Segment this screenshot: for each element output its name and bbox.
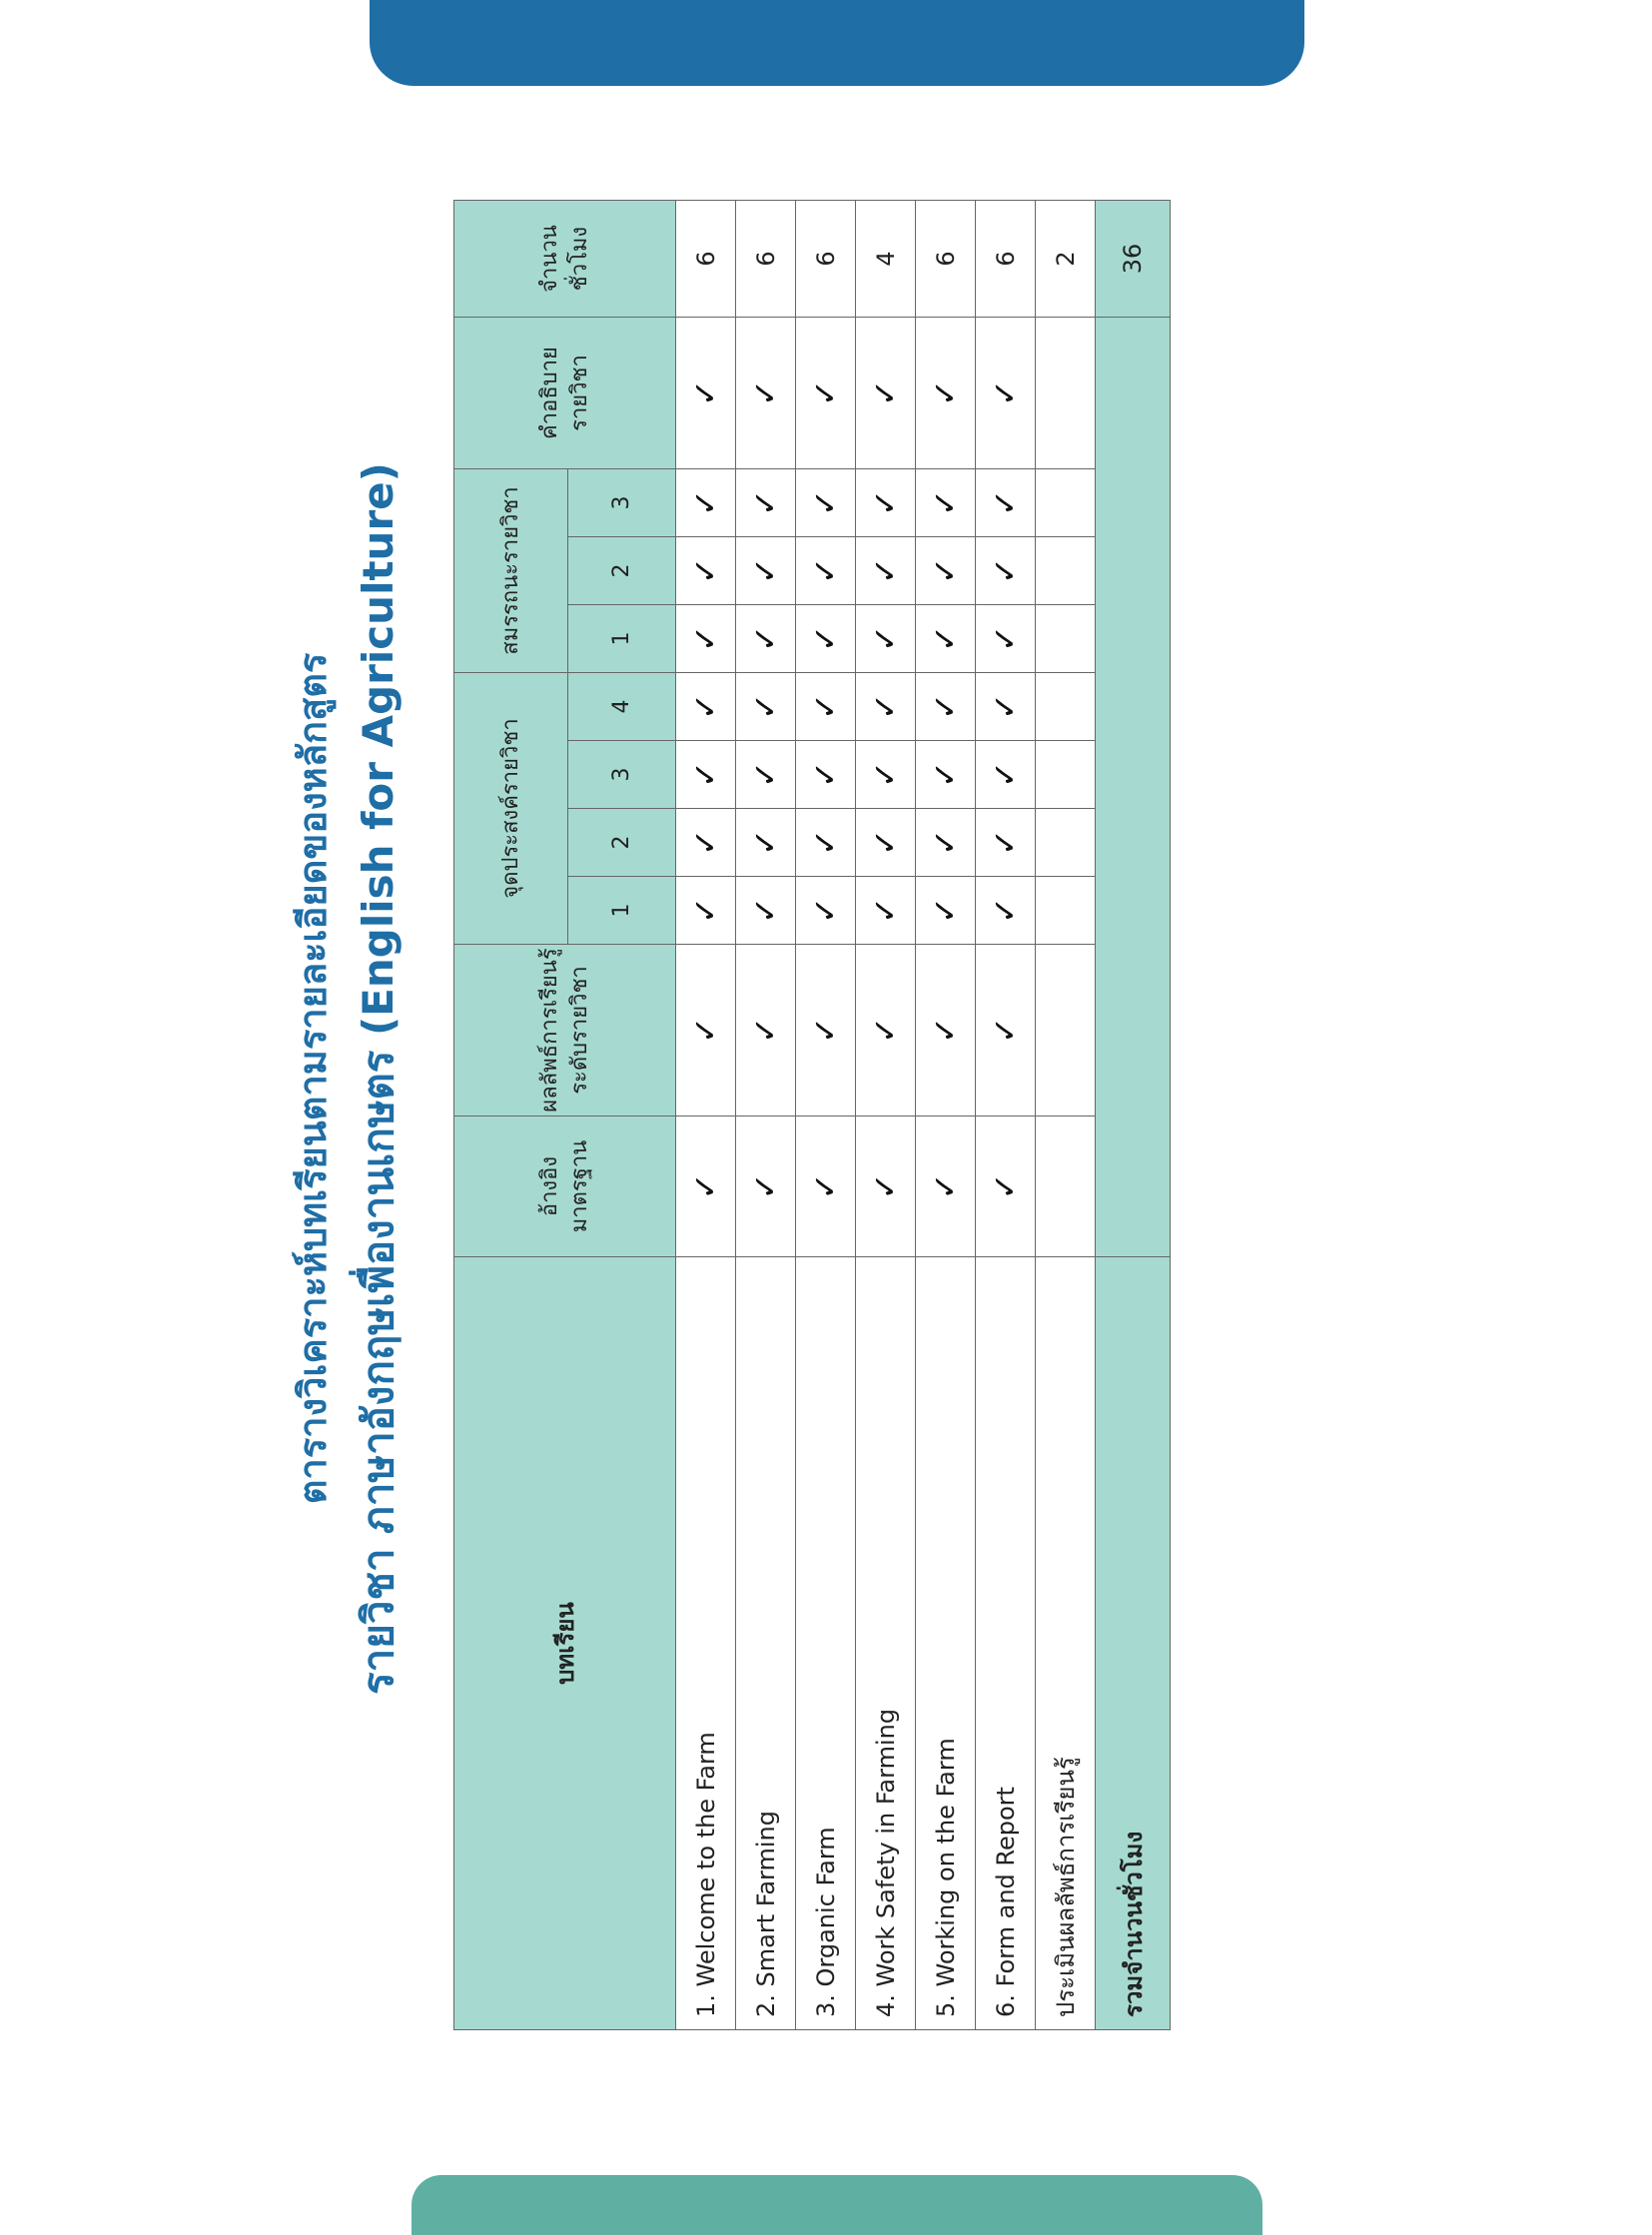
check-icon: ✓ xyxy=(746,379,784,406)
table-row xyxy=(916,201,976,2030)
check-icon: ✓ xyxy=(746,761,784,788)
empty-cell xyxy=(1036,318,1096,469)
check-icon: ✓ xyxy=(866,761,904,788)
check-cell xyxy=(796,537,856,605)
hours-cell: 6 xyxy=(676,201,736,318)
check-icon: ✓ xyxy=(746,693,784,720)
check-icon: ✓ xyxy=(806,829,844,856)
check-icon: ✓ xyxy=(746,625,784,652)
check-icon: ✓ xyxy=(686,897,724,924)
check-cell xyxy=(916,809,976,877)
check-icon: ✓ xyxy=(866,489,904,516)
check-icon: ✓ xyxy=(986,1172,1024,1200)
check-cell xyxy=(676,877,736,945)
check-cell xyxy=(736,1117,796,1257)
header-hours: จำนวน ชั่วโมง xyxy=(454,201,676,318)
check-icon: ✓ xyxy=(686,1017,724,1044)
check-cell xyxy=(676,809,736,877)
check-cell xyxy=(916,469,976,537)
check-icon: ✓ xyxy=(806,1172,844,1200)
check-cell xyxy=(676,318,736,469)
check-icon: ✓ xyxy=(746,557,784,584)
empty-cell xyxy=(1036,1117,1096,1257)
table-row xyxy=(976,201,1036,2030)
check-cell xyxy=(916,605,976,673)
check-icon: ✓ xyxy=(866,557,904,584)
check-icon: ✓ xyxy=(686,693,724,720)
header-description: คำอธิบายรายวิชา xyxy=(454,318,676,469)
check-icon: ✓ xyxy=(866,1172,904,1200)
hours-cell: 6 xyxy=(796,201,856,318)
lesson-cell: 6. Form and Report xyxy=(976,1257,1036,2030)
check-cell xyxy=(976,605,1036,673)
check-icon: ✓ xyxy=(686,379,724,406)
check-icon: ✓ xyxy=(986,761,1024,788)
empty-cell xyxy=(1036,877,1096,945)
header-lesson: บทเรียน xyxy=(454,1257,676,2030)
check-icon: ✓ xyxy=(746,829,784,856)
empty-cell xyxy=(1036,605,1096,673)
check-cell xyxy=(736,877,796,945)
check-icon: ✓ xyxy=(746,1172,784,1200)
check-icon: ✓ xyxy=(686,625,724,652)
check-cell xyxy=(976,1117,1036,1257)
check-cell xyxy=(976,318,1036,469)
total-hours: 36 xyxy=(1096,201,1171,318)
total-label: รวมจำนวนชั่วโมง xyxy=(1096,1257,1171,2030)
empty-cell xyxy=(1036,673,1096,741)
table-row xyxy=(796,201,856,2030)
check-icon: ✓ xyxy=(806,1017,844,1044)
check-cell xyxy=(736,469,796,537)
check-icon: ✓ xyxy=(866,625,904,652)
assessment-row xyxy=(1036,201,1096,2030)
lesson-cell: 3. Organic Farm xyxy=(796,1257,856,2030)
check-icon: ✓ xyxy=(686,1172,724,1200)
rotated-page-content xyxy=(280,120,1478,2037)
check-cell xyxy=(976,469,1036,537)
check-icon: ✓ xyxy=(866,693,904,720)
bottom-decorative-tab xyxy=(412,2175,1262,2235)
hours-cell: 6 xyxy=(736,201,796,318)
check-icon: ✓ xyxy=(746,489,784,516)
check-cell xyxy=(856,673,916,741)
check-cell xyxy=(856,605,916,673)
check-cell xyxy=(976,673,1036,741)
hours-cell: 6 xyxy=(976,201,1036,318)
check-cell xyxy=(856,469,916,537)
check-cell xyxy=(916,537,976,605)
competency-number: 2 xyxy=(568,537,676,605)
check-icon: ✓ xyxy=(806,897,844,924)
lesson-cell: 4. Work Safety in Farming xyxy=(856,1257,916,2030)
empty-cell xyxy=(1036,537,1096,605)
table-row xyxy=(676,201,736,2030)
page-subtitle: รายวิชา ภาษาอังกฤษเพื่องานเกษตร (English for Agriculture) xyxy=(354,462,403,1695)
check-cell xyxy=(916,1117,976,1257)
check-icon: ✓ xyxy=(806,625,844,652)
check-icon: ✓ xyxy=(806,761,844,788)
check-icon: ✓ xyxy=(926,829,964,856)
check-cell xyxy=(976,945,1036,1117)
check-cell xyxy=(916,945,976,1117)
check-icon: ✓ xyxy=(686,829,724,856)
check-cell xyxy=(796,877,856,945)
check-icon: ✓ xyxy=(986,1017,1024,1044)
check-cell xyxy=(916,741,976,809)
check-cell xyxy=(676,537,736,605)
empty-cell xyxy=(1036,469,1096,537)
check-cell xyxy=(796,605,856,673)
check-cell xyxy=(796,945,856,1117)
check-icon: ✓ xyxy=(746,897,784,924)
check-cell xyxy=(976,877,1036,945)
total-row xyxy=(1096,201,1171,2030)
check-icon: ✓ xyxy=(926,761,964,788)
check-icon: ✓ xyxy=(926,1172,964,1200)
check-icon: ✓ xyxy=(866,379,904,406)
check-cell xyxy=(736,741,796,809)
check-icon: ✓ xyxy=(686,557,724,584)
check-icon: ✓ xyxy=(986,625,1024,652)
competency-number: 3 xyxy=(568,469,676,537)
objective-number: 2 xyxy=(568,809,676,877)
check-icon: ✓ xyxy=(926,489,964,516)
check-cell xyxy=(916,318,976,469)
check-cell xyxy=(916,877,976,945)
total-spacer xyxy=(1096,318,1171,1257)
hours-cell: 2 xyxy=(1036,201,1096,318)
check-icon: ✓ xyxy=(686,489,724,516)
check-cell xyxy=(736,605,796,673)
check-cell xyxy=(676,1117,736,1257)
check-cell xyxy=(796,809,856,877)
check-icon: ✓ xyxy=(986,829,1024,856)
check-cell xyxy=(976,537,1036,605)
top-decorative-tab xyxy=(370,0,1304,86)
hours-cell: 4 xyxy=(856,201,916,318)
check-cell xyxy=(976,809,1036,877)
check-icon: ✓ xyxy=(806,557,844,584)
check-icon: ✓ xyxy=(926,379,964,406)
check-icon: ✓ xyxy=(806,489,844,516)
lesson-cell: 5. Working on the Farm xyxy=(916,1257,976,2030)
empty-cell xyxy=(1036,809,1096,877)
check-icon: ✓ xyxy=(926,1017,964,1044)
check-icon: ✓ xyxy=(986,557,1024,584)
check-cell xyxy=(796,741,856,809)
empty-cell xyxy=(1036,945,1096,1117)
check-icon: ✓ xyxy=(866,829,904,856)
lesson-cell: ประเมินผลลัพธ์การเรียนรู้ xyxy=(1036,1257,1096,2030)
check-icon: ✓ xyxy=(806,693,844,720)
table-row xyxy=(856,201,916,2030)
objective-number: 1 xyxy=(568,877,676,945)
check-cell xyxy=(796,673,856,741)
check-cell xyxy=(676,945,736,1117)
lesson-analysis-table xyxy=(453,200,1171,2030)
header-learning-outcomes: ผลลัพธ์การเรียนรู้ระดับรายวิชา xyxy=(454,945,676,1117)
check-cell xyxy=(676,469,736,537)
page-title: ตารางวิเคราะห์บทเรียนตามรายละเอียดของหลักสูตร xyxy=(291,652,335,1505)
check-cell xyxy=(796,318,856,469)
check-cell xyxy=(736,318,796,469)
header-standard-ref: อ้างอิง มาตรฐาน xyxy=(454,1117,676,1257)
check-icon: ✓ xyxy=(926,693,964,720)
check-icon: ✓ xyxy=(866,897,904,924)
objective-number: 4 xyxy=(568,673,676,741)
header-objectives: จุดประสงค์รายวิชา xyxy=(454,673,568,945)
competency-number: 1 xyxy=(568,605,676,673)
check-icon: ✓ xyxy=(746,1017,784,1044)
lesson-cell: 1. Welcome to the Farm xyxy=(676,1257,736,2030)
objective-number: 3 xyxy=(568,741,676,809)
check-cell xyxy=(676,673,736,741)
check-cell xyxy=(676,741,736,809)
check-cell xyxy=(856,1117,916,1257)
check-cell xyxy=(856,318,916,469)
check-cell xyxy=(856,809,916,877)
check-cell xyxy=(796,1117,856,1257)
check-icon: ✓ xyxy=(806,379,844,406)
check-cell xyxy=(736,673,796,741)
check-icon: ✓ xyxy=(686,761,724,788)
check-icon: ✓ xyxy=(926,897,964,924)
check-icon: ✓ xyxy=(986,897,1024,924)
table-row xyxy=(736,201,796,2030)
check-cell xyxy=(856,741,916,809)
check-cell xyxy=(796,469,856,537)
header-competencies: สมรรถนะรายวิชา xyxy=(454,469,568,673)
check-cell xyxy=(676,605,736,673)
check-cell xyxy=(856,945,916,1117)
lesson-cell: 2. Smart Farming xyxy=(736,1257,796,2030)
check-cell xyxy=(976,741,1036,809)
check-icon: ✓ xyxy=(866,1017,904,1044)
check-cell xyxy=(856,537,916,605)
empty-cell xyxy=(1036,741,1096,809)
check-cell xyxy=(856,877,916,945)
check-cell xyxy=(736,537,796,605)
check-icon: ✓ xyxy=(926,557,964,584)
check-icon: ✓ xyxy=(986,379,1024,406)
check-cell xyxy=(916,673,976,741)
hours-cell: 6 xyxy=(916,201,976,318)
check-cell xyxy=(736,945,796,1117)
check-cell xyxy=(736,809,796,877)
check-icon: ✓ xyxy=(986,489,1024,516)
table-body xyxy=(676,201,1171,2030)
check-icon: ✓ xyxy=(926,625,964,652)
check-icon: ✓ xyxy=(986,693,1024,720)
